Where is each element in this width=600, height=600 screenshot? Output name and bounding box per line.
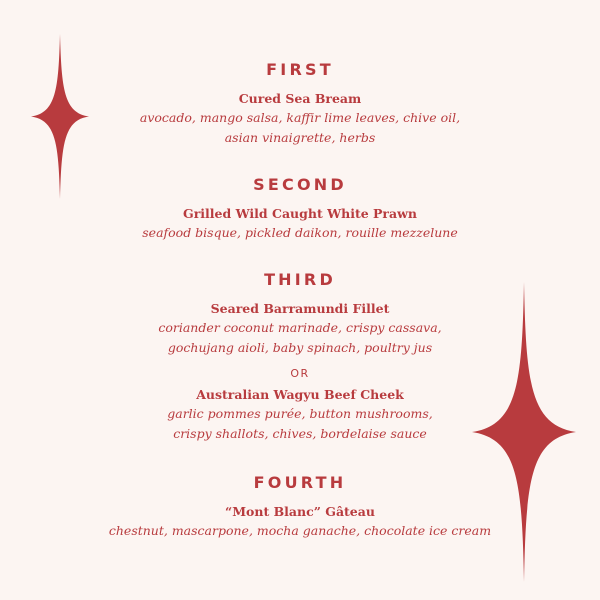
dish-description-line: chestnut, mascarpone, mocha ganache, chocolate ice cream — [108, 523, 492, 538]
dish-description-line: crispy shallots, chives, bordelaise sauce — [173, 426, 427, 441]
course-heading: FIRST — [266, 60, 334, 79]
dish-name: Cured Sea Bream — [238, 91, 362, 106]
course-second — [0, 174, 600, 243]
course-heading: SECOND — [253, 175, 347, 194]
course-first — [0, 59, 600, 148]
course-heading: THIRD — [264, 270, 336, 289]
dish-name: Seared Barramundi Fillet — [210, 301, 390, 316]
dish-description-line: seafood bisque, pickled daikon, rouille mezzelune — [142, 225, 458, 240]
course-third — [0, 269, 600, 444]
dish-name: “Mont Blanc” Gâteau — [225, 504, 375, 519]
dish-name: Grilled Wild Caught White Prawn — [183, 206, 417, 221]
course-fourth — [0, 472, 600, 541]
dish-description-line: gochujang aioli, baby spinach, poultry jus — [167, 340, 433, 355]
dish-description-line: garlic pommes purée, button mushrooms, — [167, 406, 433, 421]
dish-name: Australian Wagyu Beef Cheek — [196, 387, 404, 402]
dish-description-line: avocado, mango salsa, kaffir lime leaves, chive oil, — [139, 110, 461, 125]
course-heading: FOURTH — [253, 473, 347, 492]
dish-description-line: asian vinaigrette, herbs — [224, 130, 376, 145]
or-divider: OR — [290, 367, 310, 380]
dish-description-line: coriander coconut marinade, crispy cassava, — [158, 320, 442, 335]
